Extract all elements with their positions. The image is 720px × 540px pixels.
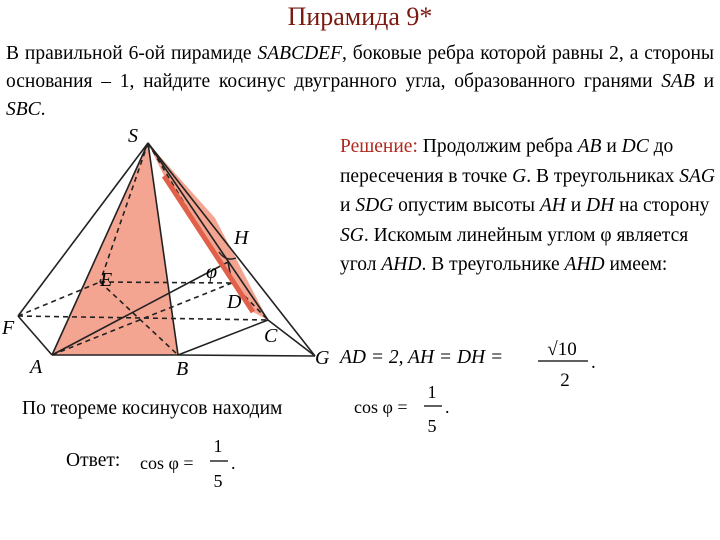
label-A: A	[30, 356, 43, 378]
label-B: B	[176, 358, 189, 380]
problem-statement: В правильной 6-ой пирамиде SABCDEF, боковые ребра которой равны 2, а стороны основания – 1, найдите косинус двугранного угла, образованного гранями SAB и SBC.	[6, 43, 714, 120]
svg-text:5: 5	[427, 416, 437, 436]
label-G: G	[315, 347, 330, 369]
page-title: Пирамида 9*	[287, 2, 433, 31]
svg-text:cos φ =: cos φ =	[354, 397, 408, 417]
label-S: S	[128, 125, 138, 147]
svg-text:.: .	[591, 352, 596, 373]
solution-text: Решение: Продолжим ребра AB и DC до пересечения в точке G. В треугольниках SAG и SDG опустим высоты AH и DH на сторону SG. Искомым линейным углом φ является угол AHD. В треугольнике AHD имеем:	[340, 136, 716, 275]
svg-text:√10: √10	[547, 339, 577, 360]
cos-result-expression	[354, 376, 464, 438]
cosine-theorem-line: По теореме косинусов находим	[22, 398, 283, 419]
svg-text:5: 5	[213, 471, 223, 491]
fraction-sqrt10-over-2	[534, 328, 604, 392]
svg-text:.: .	[445, 397, 450, 417]
svg-text:1: 1	[427, 382, 437, 402]
answer-label: Ответ:	[66, 450, 121, 471]
answer-expression	[140, 430, 250, 494]
svg-text:1: 1	[213, 436, 223, 456]
label-D: D	[227, 291, 242, 313]
label-C: C	[264, 325, 278, 347]
label-phi: φ	[206, 261, 218, 283]
svg-text:.: .	[231, 453, 236, 473]
face-sab	[52, 143, 178, 355]
label-H: H	[234, 227, 249, 249]
label-F: F	[2, 317, 15, 339]
svg-text:cos φ =: cos φ =	[140, 453, 194, 473]
pyramid-figure	[0, 118, 340, 383]
equation-ad: AD = 2, AH = DH =	[340, 347, 504, 368]
label-E: E	[100, 269, 113, 291]
svg-text:2: 2	[560, 370, 570, 391]
